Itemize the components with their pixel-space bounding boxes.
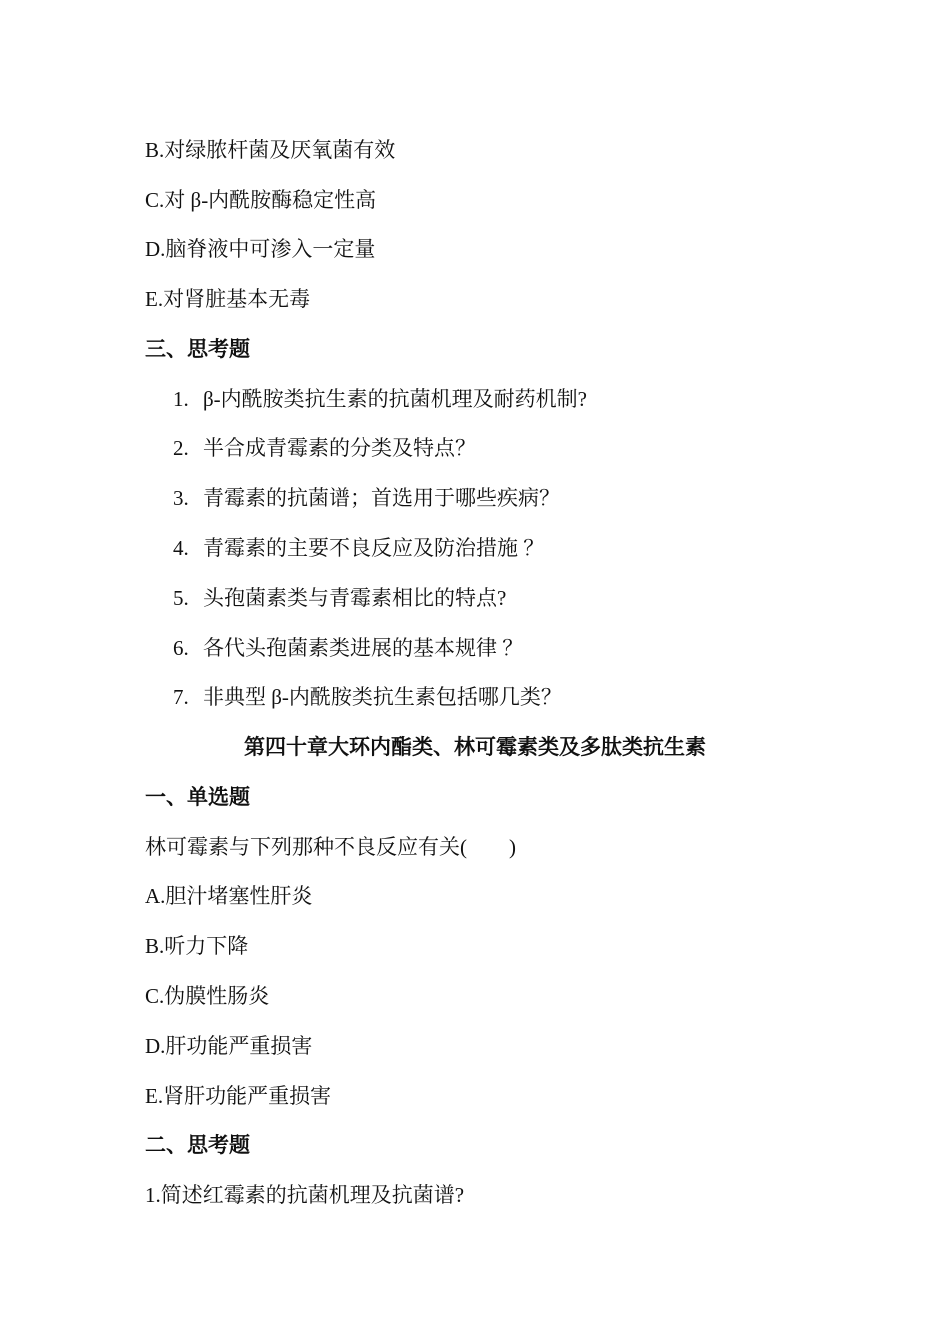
- question-item-6: [173, 634, 523, 662]
- section-heading-thinking: 二、思考题: [145, 1133, 250, 1157]
- question-text: 头孢菌素类与青霉素相比的特点?: [203, 586, 507, 610]
- question-text: 青霉素的主要不良反应及防治措施 ？: [203, 536, 545, 560]
- question-item-1: [173, 385, 587, 413]
- section-heading-single-choice: 一、单选题: [145, 785, 250, 809]
- question-text: β-内酰胺类抗生素的抗菌机理及耐药机制?: [203, 387, 587, 411]
- single-choice-question: 林可霉素与下列那种不良反应有关( ): [145, 835, 516, 859]
- thinking-question-1: 1.简述红霉素的抗菌机理及抗菌谱?: [145, 1183, 465, 1207]
- question-number: 2.: [173, 436, 189, 460]
- question-text: 半合成青霉素的分类及特点？: [203, 436, 476, 460]
- section-heading-thinking-questions: 三、思考题: [145, 337, 250, 361]
- question-item-7: [173, 683, 562, 711]
- choice-option-e: E.肾肝功能严重损害: [145, 1084, 332, 1108]
- question-number: 5.: [173, 586, 189, 610]
- question-text: 非典型 β-内酰胺类抗生素包括哪几类？: [203, 685, 562, 709]
- choice-option-c: C.伪膜性肠炎: [145, 984, 270, 1008]
- option-b: B.对绿脓杆菌及厌氧菌有效: [145, 138, 396, 162]
- question-number: 4.: [173, 536, 189, 560]
- question-text: 各代头孢菌素类进展的基本规律 ？: [203, 636, 524, 660]
- question-item-3: [173, 484, 560, 512]
- choice-option-d: D.肝功能严重损害: [145, 1034, 313, 1058]
- option-d: D.脑脊液中可渗入一定量: [145, 237, 376, 261]
- question-item-4: [173, 534, 544, 562]
- question-number: 7.: [173, 685, 189, 709]
- option-c: C.对 β-内酰胺酶稳定性高: [145, 188, 377, 212]
- question-number: 3.: [173, 486, 189, 510]
- option-e: E.对肾脏基本无毒: [145, 287, 311, 311]
- question-item-2: [173, 434, 476, 462]
- choice-option-b: B.听力下降: [145, 934, 249, 958]
- question-item-5: [173, 584, 506, 612]
- choice-option-a: A.胆汁堵塞性肝炎: [145, 884, 313, 908]
- question-number: 1.: [173, 387, 189, 411]
- chapter-title: 第四十章大环内酯类、林可霉素类及多肽类抗生素: [244, 735, 706, 759]
- question-text: 青霉素的抗菌谱；首选用于哪些疾病？: [203, 486, 560, 510]
- question-number: 6.: [173, 636, 189, 660]
